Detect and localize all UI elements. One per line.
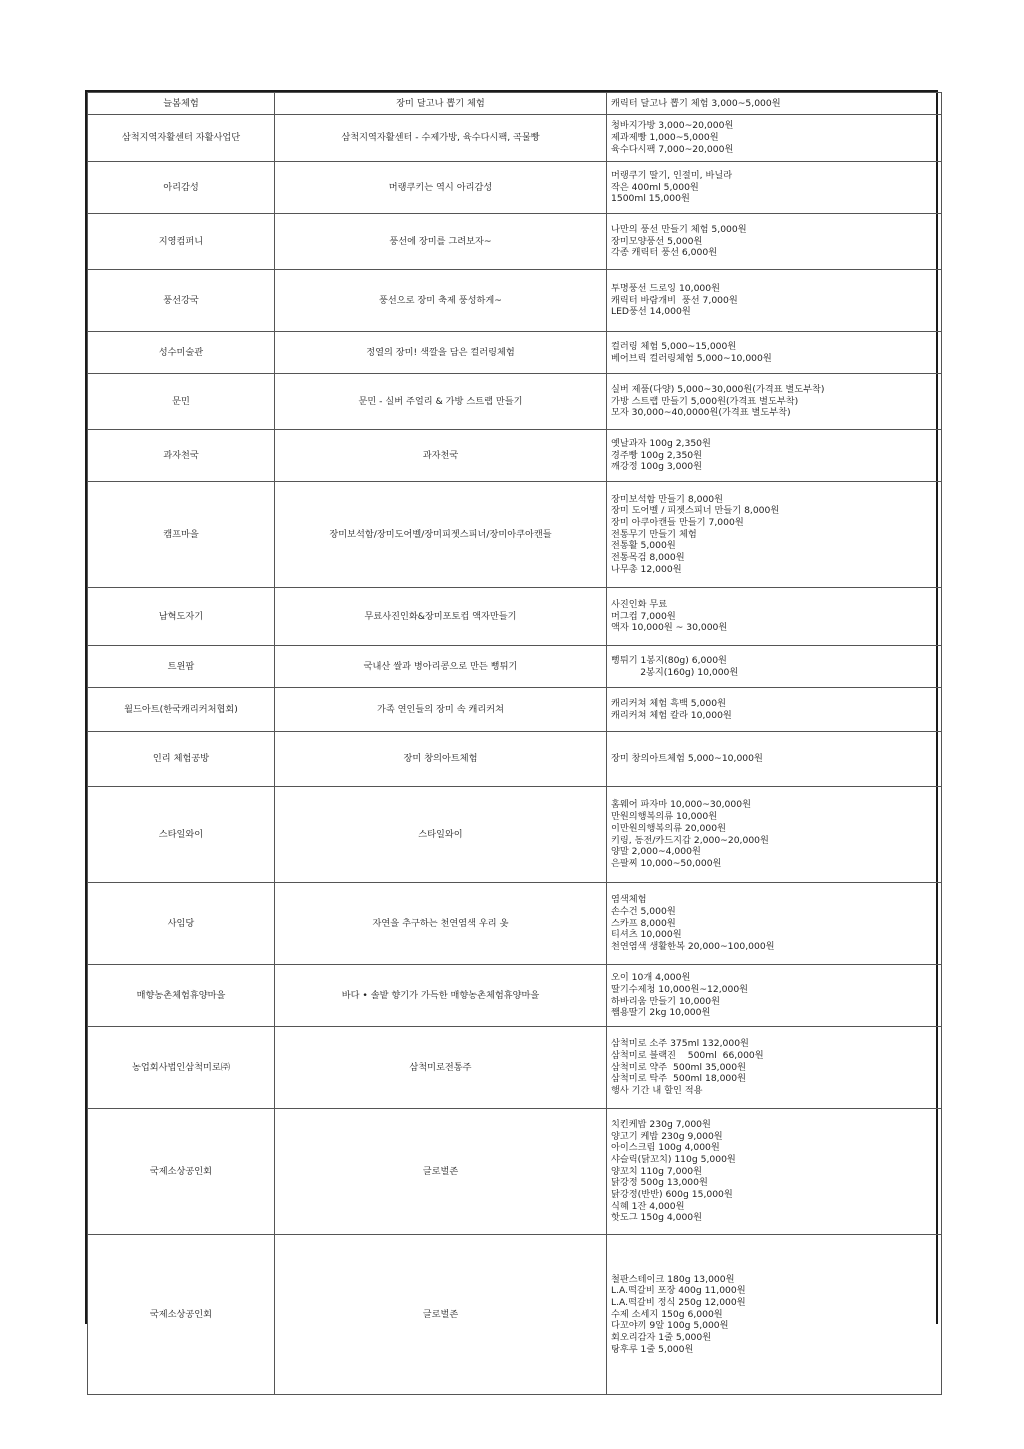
price-line: 손수건 5,000원 bbox=[611, 905, 676, 917]
table-row bbox=[88, 1027, 942, 1109]
vendor-price-table bbox=[87, 92, 942, 1395]
program-title-cell: 글로벌존 bbox=[275, 1235, 607, 1395]
price-line: 깨강정 100g 3,000원 bbox=[611, 461, 703, 473]
program-title-cell: 국내산 쌀과 병아리콩으로 만든 뻥튀기 bbox=[275, 646, 607, 688]
vendor-name-cell: 남혁도자기 bbox=[88, 588, 275, 646]
vendor-name-cell: 과자천국 bbox=[88, 430, 275, 482]
table-row bbox=[88, 787, 942, 883]
price-line: 티셔츠 10,000원 bbox=[611, 929, 682, 941]
price-line: 장미 아쿠아캔들 만들기 7,000원 bbox=[611, 516, 744, 528]
price-line: 가방 스트랩 만들기 5,000원(가격표 별도부착) bbox=[611, 395, 799, 407]
vendor-name-cell: 사임당 bbox=[88, 883, 275, 965]
program-title-cell: 바다 • 솔밭 향기가 가득한 매향농촌체험휴양마을 bbox=[275, 965, 607, 1027]
price-line: 양고기 케밥 230g 9,000원 bbox=[611, 1130, 723, 1142]
price-info-cell bbox=[607, 965, 942, 1027]
price-line: 장미 도어벨 / 피젯스피너 만들기 8,000원 bbox=[611, 505, 780, 517]
table-row bbox=[88, 270, 942, 332]
vendor-name-cell: 문민 bbox=[88, 374, 275, 430]
price-line: L.A.떡갈비 포장 400g 11,000원 bbox=[611, 1285, 746, 1297]
vendor-name-cell: 국제소상공인회 bbox=[88, 1109, 275, 1235]
program-title-cell: 장미 창의아트체험 bbox=[275, 732, 607, 787]
price-line: 옛날과자 100g 2,350원 bbox=[611, 437, 711, 449]
price-line: 치킨케밥 230g 7,000원 bbox=[611, 1118, 711, 1130]
price-line: 육수다시팩 7,000~20,000원 bbox=[611, 143, 734, 155]
program-title-cell: 글로벌존 bbox=[275, 1109, 607, 1235]
program-title-cell: 머랭쿠키는 역시 아리감성 bbox=[275, 162, 607, 214]
price-line: 머그컵 7,000원 bbox=[611, 610, 676, 622]
vendor-name-cell: 지영컴퍼니 bbox=[88, 214, 275, 270]
program-title-cell: 스타일와이 bbox=[275, 787, 607, 883]
price-line: 양꼬치 110g 7,000원 bbox=[611, 1165, 703, 1177]
price-list-document bbox=[85, 90, 938, 1355]
price-line: 아이스크림 100g 4,000원 bbox=[611, 1142, 720, 1154]
price-line: 삼척미로 블랙진 500ml 66,000원 bbox=[611, 1049, 764, 1061]
price-line: 철판스테이크 180g 13,000원 bbox=[611, 1273, 735, 1285]
price-line: 하바리움 만들기 10,000원 bbox=[611, 995, 720, 1007]
price-line: 작은 400ml 5,000원 bbox=[611, 181, 699, 193]
table-row bbox=[88, 732, 942, 787]
vendor-name-cell: 아리감성 bbox=[88, 162, 275, 214]
price-line: 쨈용딸기 2kg 10,000원 bbox=[611, 1007, 711, 1019]
price-line: 전통활 5,000원 bbox=[611, 540, 676, 552]
table-row bbox=[88, 1109, 942, 1235]
price-info-cell bbox=[607, 688, 942, 732]
table-body bbox=[88, 93, 942, 1395]
price-line: 삼척미로 탁주 500ml 18,000원 bbox=[611, 1073, 746, 1085]
price-line: 삼척미로 소주 375ml 132,000원 bbox=[611, 1038, 749, 1050]
program-title-cell: 삼척미로전통주 bbox=[275, 1027, 607, 1109]
price-line: 실버 제품(다양) 5,000~30,000원(가격표 별도부착) bbox=[611, 383, 825, 395]
price-line: LED풍선 14,000원 bbox=[611, 306, 691, 318]
program-title-cell: 장미 달고나 뽑기 체험 bbox=[275, 93, 607, 115]
price-info-cell bbox=[607, 430, 942, 482]
price-line: 경주빵 100g 2,350원 bbox=[611, 449, 703, 461]
vendor-name-cell: 농업회사법인삼척미로㈜ bbox=[88, 1027, 275, 1109]
price-info-cell bbox=[607, 883, 942, 965]
table-row bbox=[88, 482, 942, 588]
price-info-cell bbox=[607, 374, 942, 430]
program-title-cell: 무료사진인화&장미포토컵 액자만들기 bbox=[275, 588, 607, 646]
price-line: 회오리감자 1줄 5,000원 bbox=[611, 1332, 712, 1344]
price-line: 이만원의행복의류 20,000원 bbox=[611, 822, 726, 834]
table-row bbox=[88, 374, 942, 430]
program-title-cell: 과자천국 bbox=[275, 430, 607, 482]
program-title-cell: 삼척지역자활센터 - 수제가방, 육수다시팩, 곡물빵 bbox=[275, 115, 607, 162]
price-line: 캐리커쳐 체험 흑백 5,000원 bbox=[611, 697, 726, 709]
table-row bbox=[88, 646, 942, 688]
price-line: 홈웨어 파자마 10,000~30,000원 bbox=[611, 799, 751, 811]
table-row bbox=[88, 332, 942, 374]
program-title-cell: 풍선에 장미를 그려보자~ bbox=[275, 214, 607, 270]
price-info-cell bbox=[607, 787, 942, 883]
table-row bbox=[88, 214, 942, 270]
vendor-name-cell: 매향농촌체험휴양마을 bbox=[88, 965, 275, 1027]
price-info-cell bbox=[607, 1235, 942, 1395]
table-row bbox=[88, 430, 942, 482]
price-line: 천연염색 생활한복 20,000~100,000원 bbox=[611, 941, 775, 953]
price-line: 머랭쿠기 딸기, 인절미, 바닐라 bbox=[611, 169, 733, 181]
table-row bbox=[88, 162, 942, 214]
price-line: 삼척미로 약주 500ml 35,000원 bbox=[611, 1061, 746, 1073]
vendor-name-cell: 스타일와이 bbox=[88, 787, 275, 883]
table-row bbox=[88, 93, 942, 115]
price-info-cell bbox=[607, 270, 942, 332]
price-line: 캐릭터 달고나 뽑기 체험 3,000~5,000원 bbox=[611, 97, 781, 109]
program-title-cell: 장미보석함/장미도어벨/장미피젯스피너/장미아쿠아캔들 bbox=[275, 482, 607, 588]
price-line: 전통무기 만들기 체험 bbox=[611, 528, 697, 540]
program-title-cell: 문민 - 실버 주얼리 & 가방 스트랩 만들기 bbox=[275, 374, 607, 430]
program-title-cell: 자연을 추구하는 천연염색 우리 옷 bbox=[275, 883, 607, 965]
price-line: 사진인화 무료 bbox=[611, 598, 668, 610]
price-info-cell bbox=[607, 646, 942, 688]
vendor-name-cell: 늘봄체험 bbox=[88, 93, 275, 115]
program-title-cell: 가족 연인들의 장미 속 캐리커쳐 bbox=[275, 688, 607, 732]
price-info-cell bbox=[607, 93, 942, 115]
price-line: 키링, 동전/카드지갑 2,000~20,000원 bbox=[611, 834, 769, 846]
price-line: 샤슬릭(닭꼬치) 110g 5,000원 bbox=[611, 1153, 736, 1165]
price-info-cell bbox=[607, 1027, 942, 1109]
vendor-name-cell: 풍선강국 bbox=[88, 270, 275, 332]
price-line: 컬러링 체험 5,000~15,000원 bbox=[611, 340, 737, 352]
vendor-name-cell: 삼척지역자활센터 자활사업단 bbox=[88, 115, 275, 162]
price-info-cell bbox=[607, 115, 942, 162]
price-info-cell bbox=[607, 162, 942, 214]
price-info-cell bbox=[607, 214, 942, 270]
price-info-cell bbox=[607, 732, 942, 787]
price-line: 닭강정(반반) 600g 15,000원 bbox=[611, 1189, 733, 1201]
program-title-cell: 정열의 장미! 색깔을 담은 컬러링체험 bbox=[275, 332, 607, 374]
table-row bbox=[88, 588, 942, 646]
price-line: 1500ml 15,000원 bbox=[611, 193, 690, 205]
price-line: 양말 2,000~4,000원 bbox=[611, 846, 701, 858]
price-line: 베어브릭 컬러링체험 5,000~10,000원 bbox=[611, 352, 772, 364]
table-row bbox=[88, 115, 942, 162]
price-line: 캐리커쳐 체험 칼라 10,000원 bbox=[611, 709, 732, 721]
price-line: 액자 10,000원 ~ 30,000원 bbox=[611, 622, 728, 634]
price-line: 제과제빵 1,000~5,000원 bbox=[611, 132, 719, 144]
price-line: 청바지가방 3,000~20,000원 bbox=[611, 120, 734, 132]
price-line: 탕후루 1줄 5,000원 bbox=[611, 1343, 694, 1355]
price-line: 각종 캐릭터 풍선 6,000원 bbox=[611, 247, 718, 259]
vendor-name-cell: 트윈팝 bbox=[88, 646, 275, 688]
price-info-cell bbox=[607, 1109, 942, 1235]
price-info-cell bbox=[607, 482, 942, 588]
price-line: 장미보석함 만들기 8,000원 bbox=[611, 493, 724, 505]
price-line: 나만의 풍선 만들기 체험 5,000원 bbox=[611, 223, 747, 235]
price-info-cell bbox=[607, 588, 942, 646]
price-line: 행사 기간 내 할인 적용 bbox=[611, 1085, 703, 1097]
price-line: 딸기수제청 10,000원~12,000원 bbox=[611, 983, 749, 995]
price-line: 만원의행복의류 10,000원 bbox=[611, 811, 718, 823]
price-info-cell bbox=[607, 332, 942, 374]
price-line: 은팔찌 10,000~50,000원 bbox=[611, 857, 722, 869]
price-line: 다꼬야끼 9알 100g 5,000원 bbox=[611, 1320, 729, 1332]
price-line: 나무총 12,000원 bbox=[611, 563, 682, 575]
price-line: 수제 소세지 150g 6,000원 bbox=[611, 1308, 723, 1320]
price-line: 염색체험 bbox=[611, 894, 647, 906]
program-title-cell: 풍선으로 장미 축제 풍성하게~ bbox=[275, 270, 607, 332]
price-line: 스카프 8,000원 bbox=[611, 917, 676, 929]
price-line: 캐릭터 바람개비 풍선 7,000원 bbox=[611, 294, 738, 306]
price-line: 오이 10개 4,000원 bbox=[611, 972, 691, 984]
price-line: L.A.떡갈비 정식 250g 12,000원 bbox=[611, 1296, 746, 1308]
vendor-name-cell: 캠프마을 bbox=[88, 482, 275, 588]
price-line: 닭강정 500g 13,000원 bbox=[611, 1177, 708, 1189]
table-row bbox=[88, 1235, 942, 1395]
vendor-name-cell: 월드아트(한국캐리커처협회) bbox=[88, 688, 275, 732]
table-row bbox=[88, 688, 942, 732]
price-line: 식혜 1잔 4,000원 bbox=[611, 1200, 685, 1212]
price-line: 전통목검 8,000원 bbox=[611, 552, 685, 564]
vendor-name-cell: 성수미술관 bbox=[88, 332, 275, 374]
price-line: 장미모양풍선 5,000원 bbox=[611, 235, 703, 247]
price-line: 2봉지(160g) 10,000원 bbox=[611, 666, 739, 678]
table-row bbox=[88, 883, 942, 965]
vendor-name-cell: 인리 체험공방 bbox=[88, 732, 275, 787]
vendor-name-cell: 국제소상공인회 bbox=[88, 1235, 275, 1395]
table-row bbox=[88, 965, 942, 1027]
price-line: 뻥튀기 1봉지(80g) 6,000원 bbox=[611, 654, 727, 666]
price-line: 핫도그 150g 4,000원 bbox=[611, 1212, 703, 1224]
price-line: 모자 30,000~40,0000원(가격표 별도부착) bbox=[611, 407, 791, 419]
price-line: 장미 창의아트체험 5,000~10,000원 bbox=[611, 753, 763, 765]
price-line: 투명풍선 드로잉 10,000원 bbox=[611, 282, 720, 294]
